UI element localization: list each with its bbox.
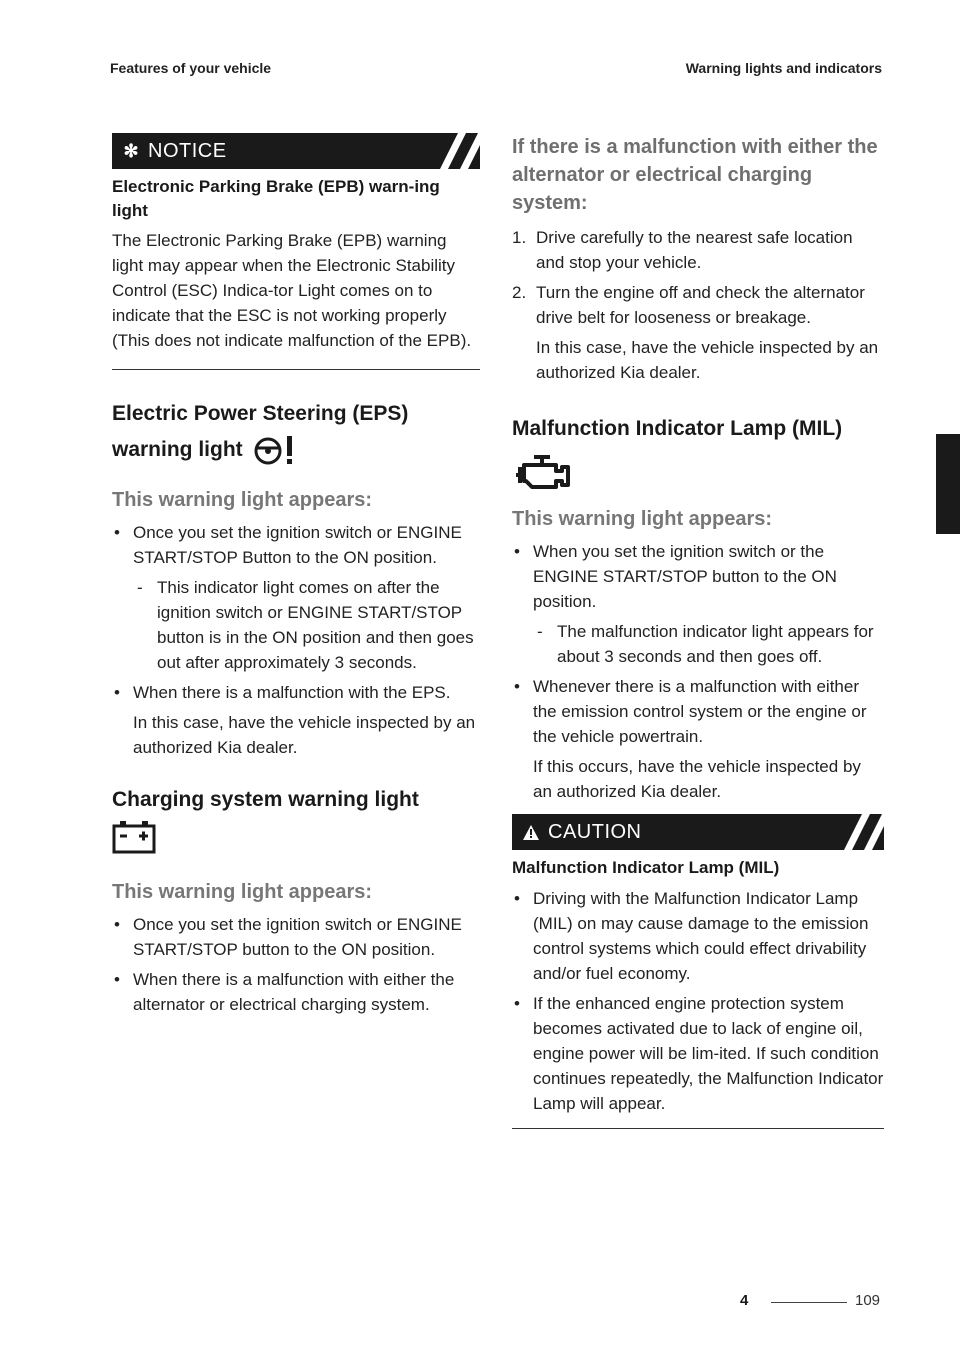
eps-list	[112, 520, 480, 760]
bullet-symbol: •	[514, 542, 520, 561]
mil-subtitle: This warning light appears:	[512, 508, 773, 530]
eps-dash-item	[133, 575, 480, 675]
charging-subtitle: This warning light appears:	[112, 881, 373, 903]
list-item	[512, 280, 884, 385]
notice-divider	[112, 369, 480, 370]
page-number: 109	[855, 1292, 881, 1309]
list-item	[512, 886, 884, 986]
eps-bullet-2: When there is a malfunction with the EPS.	[133, 683, 451, 702]
banner-stripes	[420, 133, 480, 169]
list-item	[512, 225, 884, 275]
asterisk-icon: ✻	[123, 140, 139, 161]
header-right: Warning lights and indicators	[685, 60, 882, 76]
mil-bullet-1: When you set the ignition switch or the ENGINE START/STOP button to the ON position.	[533, 542, 837, 611]
mil-dash-1: The malfunction indicator light appears for about 3 seconds and then goes off.	[557, 622, 874, 666]
mil-bullet-2: Whenever there is a malfunction with either the emission control system or the engine or the vehicle powertrain.	[533, 677, 867, 746]
chapter-side-number: 4	[940, 514, 951, 534]
caution-banner	[512, 814, 884, 850]
step-2: Turn the engine off and check the alternator drive belt for looseness or breakage.	[536, 283, 865, 327]
step-1: Drive carefully to the nearest safe location and stop your vehicle.	[536, 228, 853, 272]
step-number: 2.	[512, 283, 527, 302]
bullet-symbol: •	[114, 523, 120, 542]
malfunction-steps-list	[512, 225, 884, 385]
battery-icon	[112, 820, 156, 854]
step-follow: In this case, have the vehicle inspected by an authorized Kia dealer.	[536, 338, 879, 382]
mil-title: Malfunction Indicator Lamp (MIL)	[512, 417, 843, 440]
bullet-symbol: •	[114, 683, 120, 702]
mil-section	[512, 411, 884, 804]
bullet-symbol: •	[514, 889, 520, 908]
notice-label: NOTICE	[148, 139, 227, 162]
list-item	[512, 674, 884, 804]
eps-bullet-2-follow: In this case, have the vehicle inspected by an authorized Kia dealer.	[133, 713, 476, 757]
eps-title-text: Electric Power Steering (EPS) warning light	[112, 402, 409, 461]
list-item	[112, 680, 480, 760]
eps-section	[112, 396, 480, 760]
list-item	[112, 967, 480, 1017]
bullet-symbol: •	[514, 994, 520, 1013]
mil-bullet-2-follow: If this occurs, have the vehicle inspected by an authorized Kia dealer.	[533, 757, 861, 801]
bullet-symbol: •	[114, 915, 120, 934]
list-item	[512, 539, 884, 669]
charging-section	[112, 782, 480, 1017]
charging-list	[112, 912, 480, 1017]
banner-stripes	[824, 814, 884, 850]
warning-triangle-icon	[522, 825, 540, 840]
caution-bullet-2: If the enhanced engine protection system becomes activated due to lack of engine oil, engine power will be lim-ited. If such condition continues repeatedly, the Malfunction Indicator Lamp will appear.	[533, 994, 884, 1113]
caution-bullet-1: Driving with the Malfunction Indicator Lamp (MIL) on may cause damage to the emission control systems which could effect drivability and/or fuel economy.	[533, 889, 869, 983]
notice-title: Electronic Parking Brake (EPB) warn-ing light	[112, 177, 440, 220]
caution-divider	[512, 1128, 884, 1129]
mil-dash-item	[533, 619, 884, 669]
list-item	[512, 991, 884, 1116]
dash-symbol: -	[537, 622, 543, 641]
charging-bullet-1: Once you set the ignition switch or ENGINE START/STOP button to the ON position.	[133, 915, 462, 959]
list-item	[112, 912, 480, 962]
eps-title	[112, 396, 480, 468]
footer-section: 4	[740, 1292, 749, 1309]
caution-section	[512, 814, 884, 1129]
mil-list	[512, 539, 884, 804]
notice-body: The Electronic Parking Brake (EPB) warning light may appear when the Electronic Stability Control (ESC) Indica-tor Light comes on to indicate that the ESC is not working properly (This does not indicate malfunction of the EPB).	[112, 231, 472, 350]
steering-wheel-warning-icon	[253, 434, 297, 466]
step-number: 1.	[512, 228, 527, 247]
dash-symbol: -	[137, 578, 143, 597]
left-column	[112, 133, 480, 1022]
eps-subtitle: This warning light appears:	[112, 489, 373, 511]
list-item	[112, 520, 480, 675]
header-left: Features of your vehicle	[110, 60, 272, 76]
bullet-symbol: •	[114, 970, 120, 989]
engine-icon	[512, 453, 572, 493]
eps-bullet-1: Once you set the ignition switch or ENGINE START/STOP Button to the ON position.	[133, 523, 462, 567]
caution-label: CAUTION	[548, 820, 642, 843]
charging-bullet-2: When there is a malfunction with either the alternator or electrical charging system.	[133, 970, 455, 1014]
caution-title: Malfunction Indicator Lamp (MIL)	[512, 858, 780, 877]
notice-banner	[112, 133, 480, 169]
caution-list	[512, 886, 884, 1116]
eps-dash-1: This indicator light comes on after the ignition switch or ENGINE START/STOP button is in the ON position and then goes out after approximately 3 seconds.	[157, 578, 474, 672]
charging-title: Charging system warning light	[112, 788, 419, 811]
bullet-symbol: •	[514, 677, 520, 696]
right-column	[512, 133, 884, 1129]
malfunction-steps-title: If there is a malfunction with either the alternator or electrical charging system:	[512, 136, 878, 214]
footer-rule	[771, 1302, 847, 1303]
